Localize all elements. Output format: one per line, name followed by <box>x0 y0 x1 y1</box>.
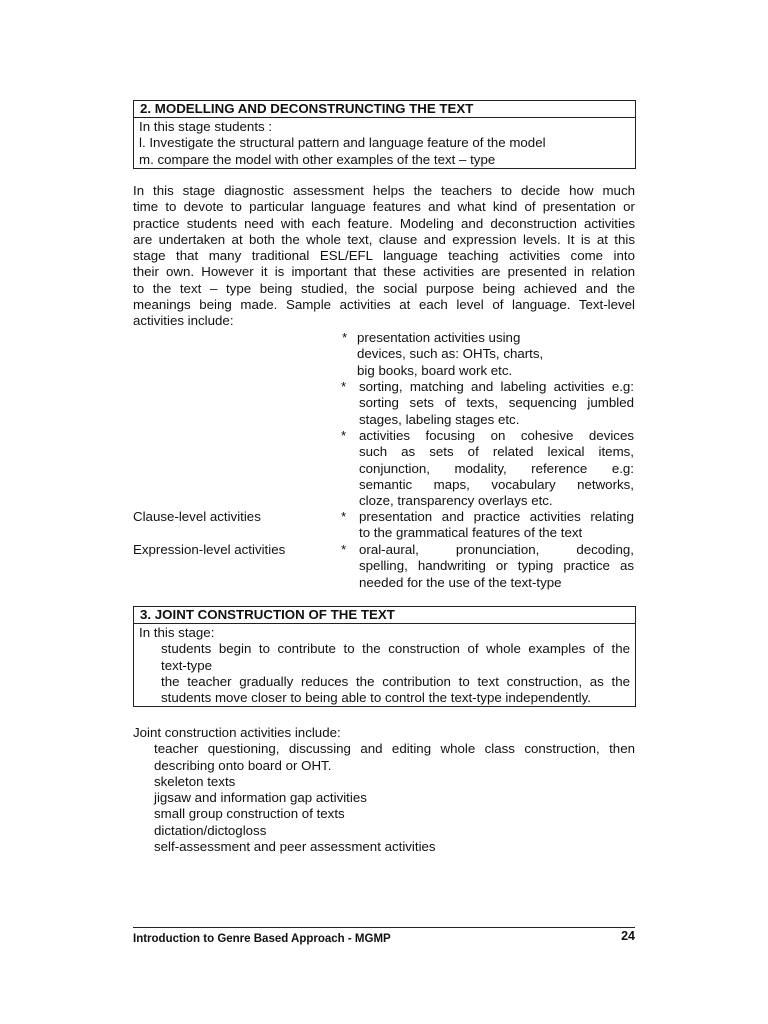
joint-activities-intro: Joint construction activities include: <box>133 725 341 740</box>
paragraph-line: their own. However it is important that these activities are presented in relation <box>133 264 635 280</box>
item-line: self-assessment and peer assessment activities <box>154 839 436 855</box>
page-number: 24 <box>621 929 635 943</box>
joint-activity-item <box>133 823 635 839</box>
item-line: students begin to contribute to the construction of whole examples of the <box>161 641 630 657</box>
footer-title: Introduction to Genre Based Approach - MGMP <box>133 933 391 945</box>
body-paragraph <box>133 183 635 330</box>
section-2-heading: 2. MODELLING AND DECONSTRUNCTING THE TEXT <box>134 101 635 118</box>
joint-activity-item <box>133 839 635 855</box>
section-2-item: m. compare the model with other examples of the text – type <box>139 151 496 167</box>
bullet-star: * <box>341 379 347 394</box>
text-level-desc <box>357 330 632 379</box>
paragraph-line: meanings being made. Sample activities at each level of language. Text-level <box>133 297 635 313</box>
desc-line: semantic maps, vocabulary networks, <box>359 476 634 492</box>
bullet-star: * <box>341 509 347 524</box>
expression-level-label: Expression-level activities <box>133 542 286 557</box>
joint-activity-item <box>133 774 635 790</box>
bullet-star: * <box>342 330 348 345</box>
item-line: describing onto board or OHT. <box>154 757 332 773</box>
desc-line: activities focusing on cohesive devices <box>359 428 634 443</box>
section-3-heading: 3. JOINT CONSTRUCTION OF THE TEXT <box>134 607 635 624</box>
item-line: teacher questioning, discussing and editing whole class construction, then <box>154 741 635 757</box>
desc-line: sorting, matching and labeling activities e.g: <box>359 379 634 394</box>
item-line: small group construction of texts <box>154 806 345 822</box>
section-3-intro: In this stage: <box>139 625 215 640</box>
clause-level-label: Clause-level activities <box>133 509 261 524</box>
joint-activity-item <box>133 806 635 822</box>
item-line: dictation/dictogloss <box>154 822 267 838</box>
section-2-box <box>133 100 636 169</box>
desc-line: devices, such as: OHTs, charts, <box>357 346 544 362</box>
item-line: text-type <box>161 657 212 673</box>
desc-line: sorting sets of texts, sequencing jumbled <box>359 395 634 411</box>
paragraph-line: to the text – type being studied, the social purpose being achieved and the <box>133 280 635 296</box>
desc-line: needed for the use of the text-type <box>359 574 562 590</box>
joint-activity-item <box>133 790 635 806</box>
clause-level-desc <box>359 509 634 542</box>
desc-line: spelling, handwriting or typing practice as <box>359 558 634 574</box>
bullet-star: * <box>341 542 347 557</box>
section-2-item: l. Investigate the structural pattern and language feature of the model <box>139 135 546 151</box>
text-level-desc <box>359 428 634 509</box>
desc-line: stages, labeling stages etc. <box>359 411 520 427</box>
section-2-intro: In this stage students : <box>139 119 273 134</box>
item-line: students move closer to being able to control the text-type independently. <box>161 690 591 706</box>
desc-line: presentation and practice activities relating <box>359 509 634 524</box>
expression-level-desc <box>359 542 634 591</box>
desc-line: conjunction, modality, reference e.g: <box>359 460 634 476</box>
paragraph-line: time to devote to particular language features and what kind of presentation or <box>133 199 635 215</box>
joint-activities <box>133 725 635 855</box>
desc-line: to the grammatical features of the text <box>359 525 583 541</box>
section-3-body <box>134 624 635 706</box>
item-line: the teacher gradually reduces the contribution to text construction, as the <box>161 673 630 689</box>
desc-line: presentation activities using <box>357 330 521 345</box>
page-footer <box>133 927 635 945</box>
paragraph-line: activities include: <box>133 313 234 329</box>
paragraph-line: stage that many traditional ESL/EFL language teaching activities come into <box>133 248 635 264</box>
item-line: jigsaw and information gap activities <box>154 790 367 806</box>
desc-line: oral-aural, pronunciation, decoding, <box>359 542 634 557</box>
section-3-item <box>139 641 635 674</box>
item-line: skeleton texts <box>154 773 236 789</box>
desc-line: cloze, transparency overlays etc. <box>359 493 553 509</box>
section-3-item <box>139 674 635 707</box>
paragraph-line: are undertaken at both the whole text, clause and expression levels. It is at this <box>133 231 635 247</box>
joint-activity-item <box>133 741 635 774</box>
paragraph-line: In this stage diagnostic assessment helps the teachers to decide how much <box>133 183 635 198</box>
text-level-desc <box>359 379 634 428</box>
section-3-box <box>133 606 636 707</box>
desc-line: big books, board work etc. <box>357 362 513 378</box>
section-2-body <box>134 118 635 168</box>
paragraph-line: practice students need with each feature. Modeling and deconstruction activities <box>133 215 635 231</box>
desc-line: such as sets of related lexical items, <box>359 444 634 460</box>
bullet-star: * <box>341 428 347 443</box>
